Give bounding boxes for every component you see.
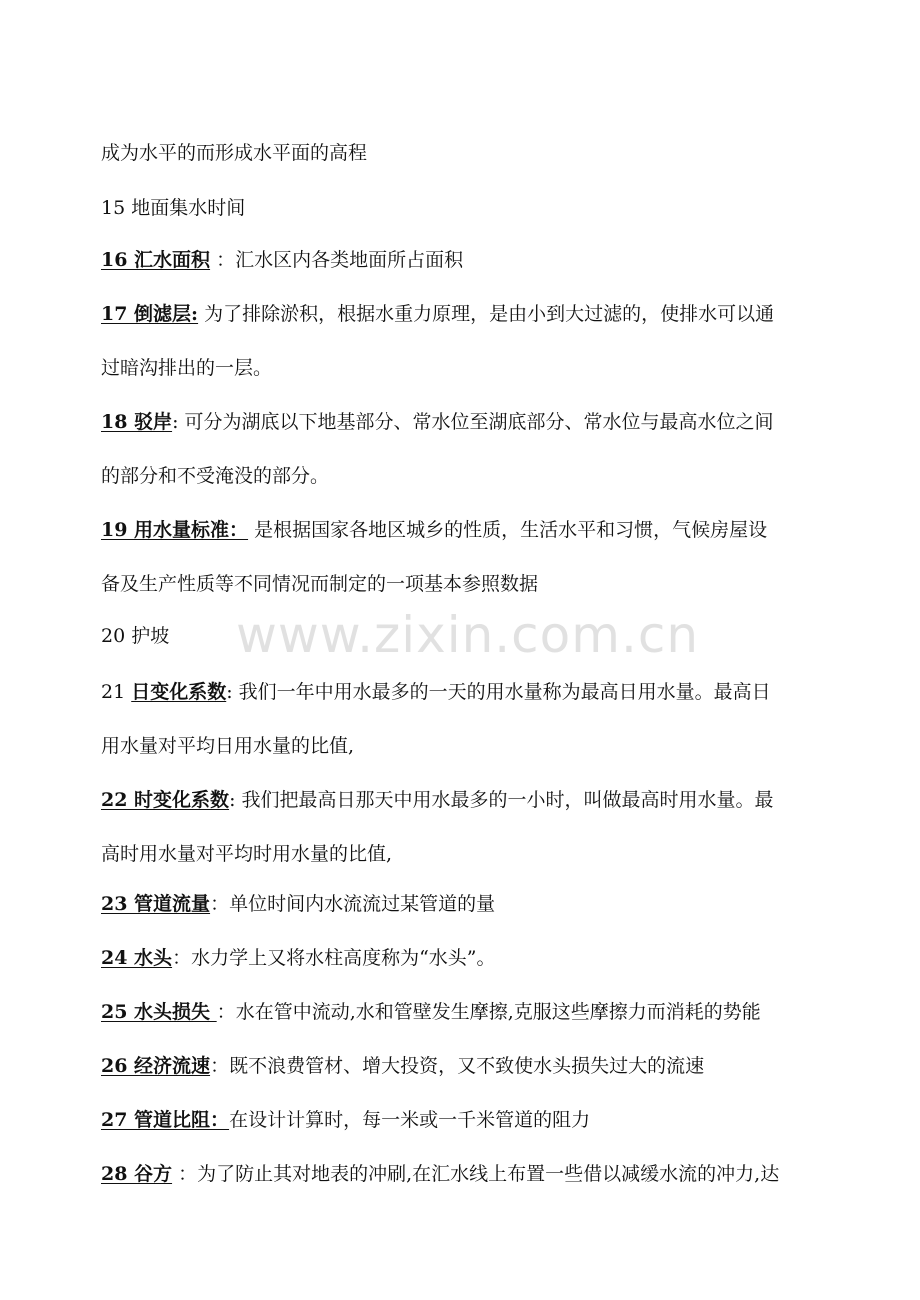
term-label: 22 时变化系数 [101, 789, 230, 811]
definition-text: 我们一年中用水最多的一天的用水量称为最高日用水量。最高日 [232, 681, 771, 703]
definition-text: 水力学上又将水柱高度称为“水头”。 [191, 947, 496, 969]
term-label: 24 水头 [101, 947, 173, 969]
separator: : [229, 789, 236, 811]
definition-19 [101, 518, 831, 542]
definition-text: 是根据国家各地区城乡的性质，生活水平和习惯，气候房屋设 [248, 519, 768, 541]
definition-23 [101, 892, 831, 916]
definition-22 [101, 788, 831, 812]
term-label: 23 管道流量 [101, 893, 211, 915]
definition-21 [101, 680, 831, 704]
definition-24 [101, 946, 831, 970]
definition-text: 既不浪费管材、增大投资，又不致使水头损失过大的流速 [229, 1055, 705, 1077]
term-label: 19 用水量标准： [101, 519, 249, 541]
definition-26 [101, 1054, 831, 1078]
separator: ： [216, 1001, 236, 1023]
term-label: 18 驳岸 [101, 411, 173, 433]
term-number: 21 [101, 681, 132, 703]
line-text: 15 地面集水时间 [101, 197, 246, 219]
separator: : [172, 411, 179, 433]
definition-text: 水在管中流动,水和管壁发生摩擦,克服这些摩擦力而消耗的势能 [235, 1001, 761, 1023]
definition-27 [101, 1108, 831, 1132]
definition-text: 为了防止其对地表的冲刷,在汇水线上布置一些借以减缓水流的冲力,达 [197, 1163, 780, 1185]
definition-text: 单位时间内水流流过某管道的量 [229, 893, 496, 915]
term-label: 17 倒滤层: [101, 303, 199, 325]
definition-16 [101, 248, 831, 272]
term-label: 28 谷方 [101, 1163, 173, 1185]
definition-text: 在设计计算时，每一米或一千米管道的阻力 [229, 1109, 591, 1131]
watermark: www.zixin.com.cn [236, 606, 700, 664]
definition-text: 过暗沟排出的一层。 [101, 357, 273, 379]
text-line-1 [101, 141, 831, 165]
term-label: 27 管道比阻： [101, 1109, 230, 1131]
term-label: 25 水头损失 [101, 1001, 217, 1023]
definition-text: 汇水区内各类地面所占面积 [235, 249, 464, 271]
definition-text: 为了排除淤积，根据水重力原理，是由小到大过滤的，使排水可以通 [198, 303, 775, 325]
definition-18 [101, 410, 831, 434]
definition-text: 可分为湖底以下地基部分、常水位至湖底部分、常水位与最高水位之间 [178, 411, 774, 433]
term-label: 日变化系数 [131, 681, 227, 703]
separator: : [226, 681, 233, 703]
separator: ： [210, 893, 230, 915]
definition-28 [101, 1162, 831, 1186]
definition-17 [101, 302, 831, 326]
definition-17-cont [101, 356, 831, 380]
text-line-2 [101, 196, 831, 220]
term-label: 16 汇水面积 [101, 249, 211, 271]
definition-21-cont [101, 734, 831, 758]
definition-text: 我们把最高日那天中用水最多的一小时，叫做最高时用水量。最 [235, 789, 774, 811]
definition-22-cont [101, 842, 831, 866]
line-text: 20 护坡 [101, 625, 170, 647]
term-label: 26 经济流速 [101, 1055, 211, 1077]
definition-text: 备及生产性质等不同情况而制定的一项基本参照数据 [101, 573, 539, 595]
definition-text: 用水量对平均日用水量的比值, [101, 735, 355, 757]
definition-text: 高时用水量对平均时用水量的比值, [101, 843, 393, 865]
separator: ： [172, 1163, 198, 1185]
separator: ： [210, 1055, 230, 1077]
definition-25 [101, 1000, 831, 1024]
definition-18-cont [101, 464, 831, 488]
line-text: 成为水平的而形成水平面的高程 [101, 142, 368, 164]
separator: ： [172, 947, 192, 969]
definition-text: 的部分和不受淹没的部分。 [101, 465, 330, 487]
separator: ： [210, 249, 236, 271]
definition-19-cont [101, 572, 831, 596]
